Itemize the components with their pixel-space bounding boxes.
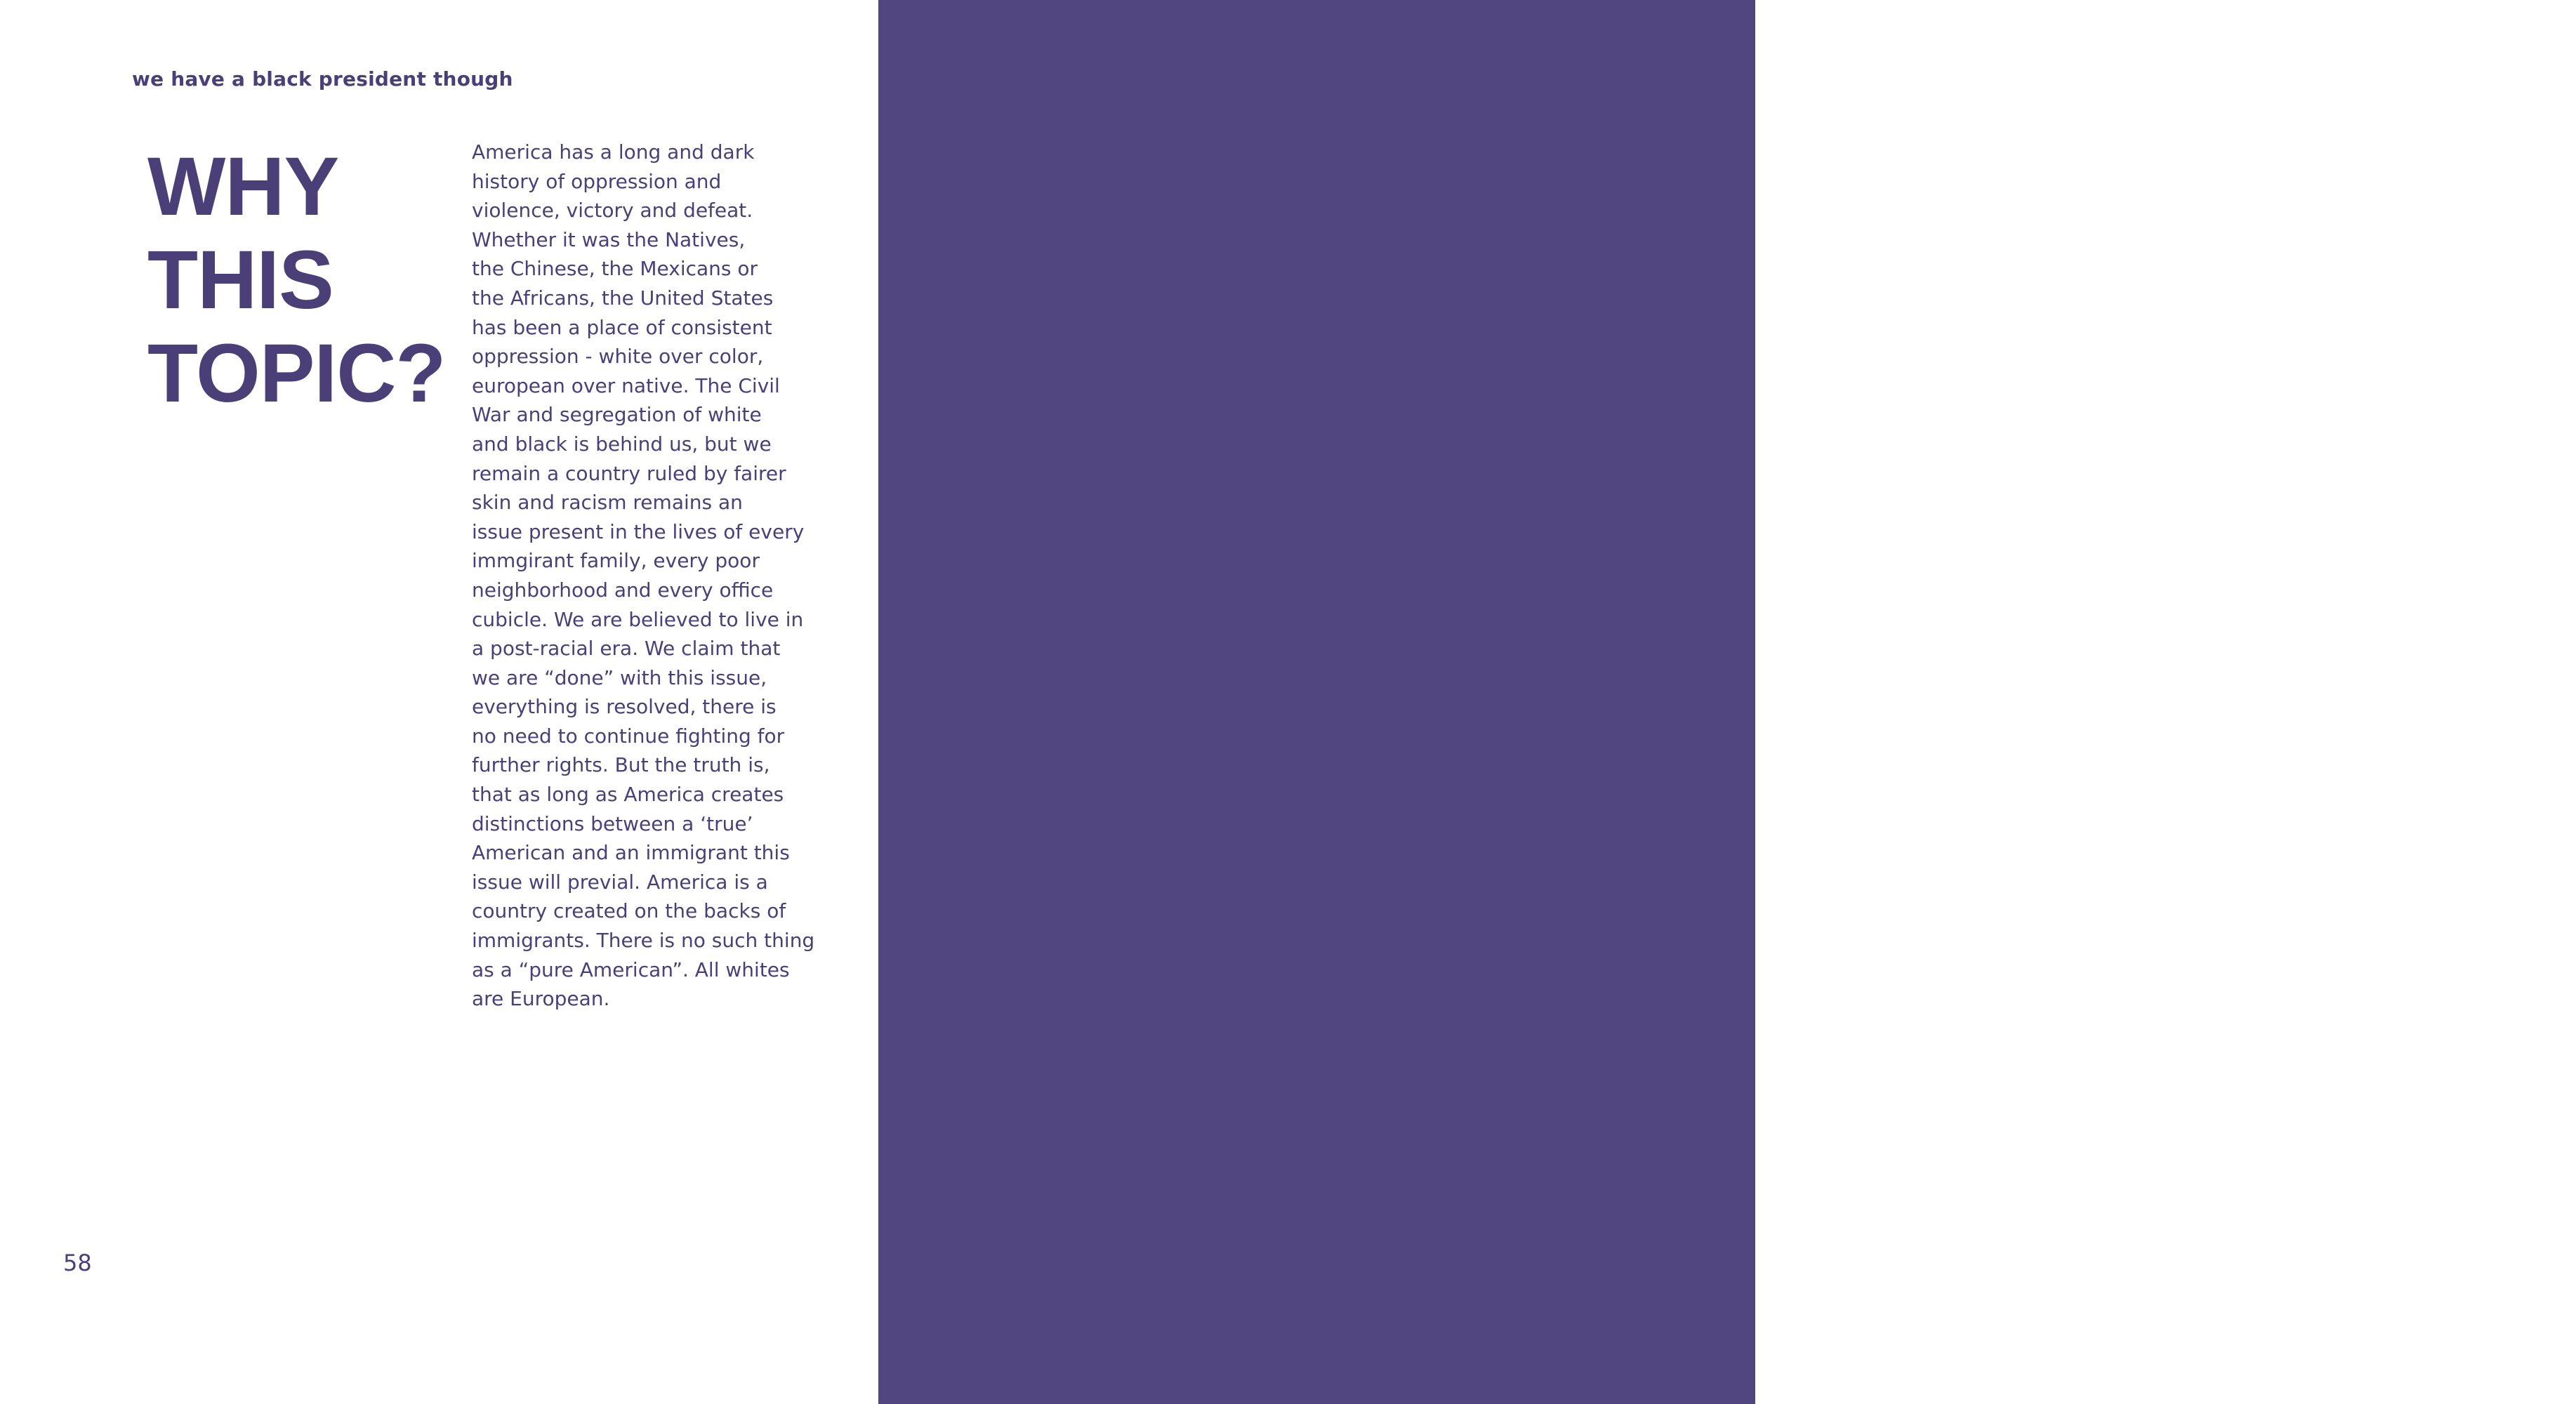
page-number-right: 59 bbox=[2547, 1250, 2576, 1276]
closing-paragraph: These are the questions we attempt to answer. We have a black president now. So what? bbox=[1844, 485, 2143, 567]
left-page bbox=[0, 0, 878, 1404]
page-number-left: 58 bbox=[63, 1250, 92, 1276]
page-title-line: WHY bbox=[147, 140, 339, 233]
right-page bbox=[878, 0, 2576, 1404]
questions-body-column bbox=[1844, 132, 2238, 570]
page-title bbox=[147, 140, 446, 420]
questions-paragraph: But now we have a Black President. What does that mean? Have things truly changed? Does having a half white, half black President and strongest rule in the world hold proof towards the fact that we live in a country where racial issues are behind us? Has America finally become blind of color and creed? bbox=[1844, 135, 2156, 450]
intro-paragraph: America has a long and dark history of oppression and violence, victory and defeat. Whether it was the Natives, the Chinese, the Mexicans or the Africans, the United States has been a place of consistent oppression - white over color, european over native. The Civil War and segregation of white and black is behind us, but we remain a country ruled by fairer skin and racism remains an issue present in the lives of every immgirant family, every poor neighborhood and every office cubicle. We are believed to live in a post-racial era. We claim that we are “done” with this issue, everything is resolved, there is no need to continue fighting for further rights. But the truth is, that as long as America creates distinctions between a ‘true’ American and an immigrant this issue will previal. America is a country created on the backs of immigrants. There is no such thing as a “pure American”. All whites are European. bbox=[472, 140, 815, 1011]
running-header: we have a black president though bbox=[132, 67, 513, 91]
page-title-line: THIS bbox=[147, 234, 333, 326]
page-title-line: TOPIC? bbox=[147, 327, 446, 420]
intro-body-column bbox=[472, 138, 844, 1014]
